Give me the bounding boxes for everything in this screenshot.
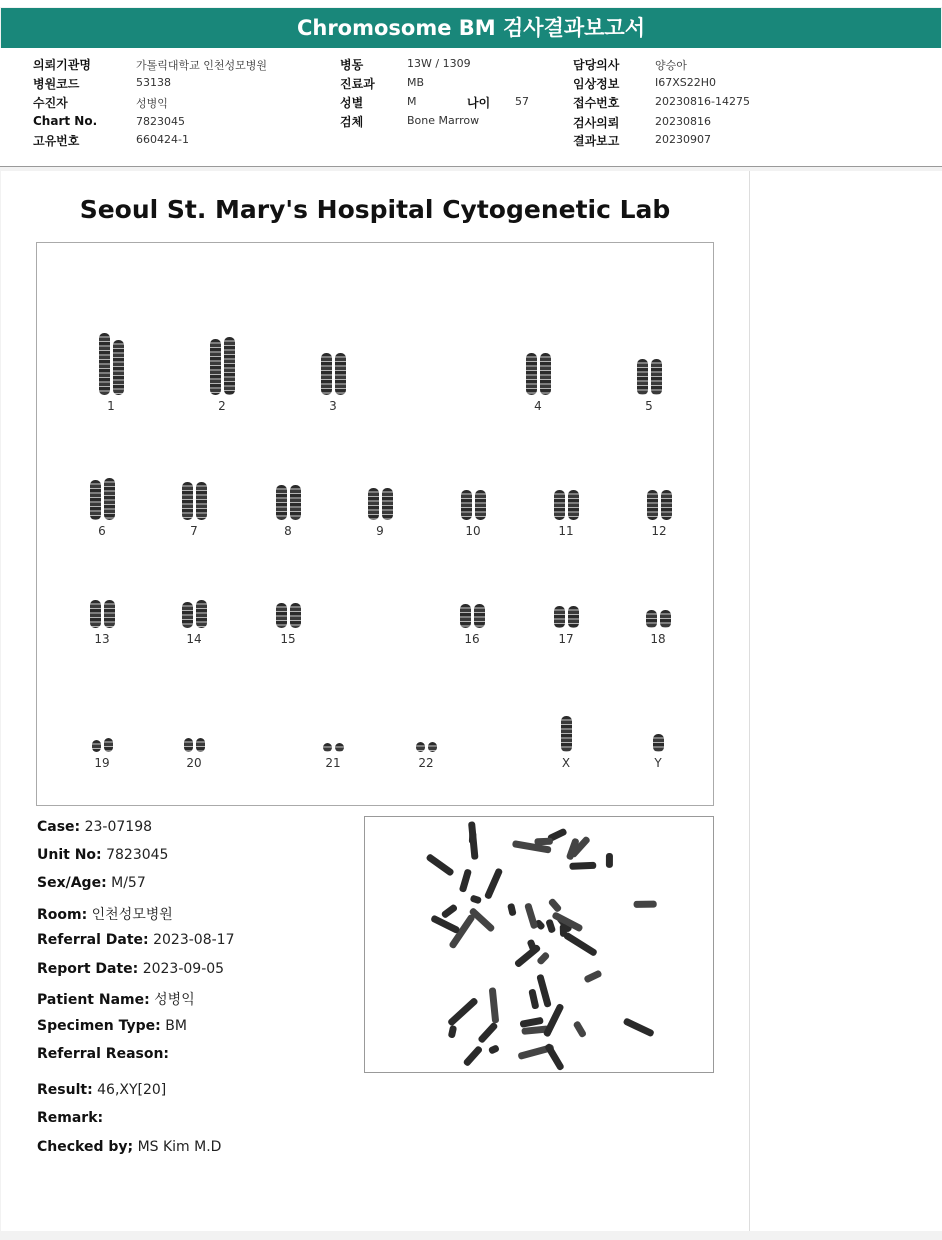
chromosome xyxy=(99,333,110,395)
chromosome-slot xyxy=(243,458,333,538)
info-label: 임상정보 xyxy=(573,77,620,91)
chromosome-number: 9 xyxy=(376,524,384,538)
report-field-label: Remark: xyxy=(37,1110,104,1126)
chromosome-slot xyxy=(57,458,147,538)
chromosome xyxy=(323,743,332,752)
info-value: 20230816 xyxy=(655,115,711,128)
chromosome-number: 5 xyxy=(645,399,653,413)
chromosome-pair xyxy=(243,603,333,628)
chromosome-pair xyxy=(381,742,471,752)
report-field-label: Room: xyxy=(37,907,88,923)
report-field xyxy=(37,1046,169,1062)
chromosome-pair xyxy=(335,488,425,520)
chromosome xyxy=(321,353,332,395)
chromosome-slot xyxy=(614,458,704,538)
chromosome xyxy=(554,490,565,520)
patient-info-panel xyxy=(0,48,942,167)
chromosome-pair xyxy=(149,482,239,520)
chromosome-pair xyxy=(613,734,703,752)
chromosome xyxy=(335,743,344,752)
chromosome xyxy=(416,742,425,752)
chromosome xyxy=(661,490,672,520)
chromosome xyxy=(113,340,124,395)
chromosome-slot xyxy=(427,566,517,646)
info-value: Bone Marrow xyxy=(407,114,480,127)
report-field-label: Sex/Age: xyxy=(37,875,107,891)
info-value: 가톨릭대학교 인천성모병원 xyxy=(136,59,268,72)
chromosome xyxy=(568,490,579,520)
chromosome-slot xyxy=(493,333,583,413)
chromosome-number: 6 xyxy=(98,524,106,538)
chromosome xyxy=(210,339,221,395)
report-field-label: Referral Date: xyxy=(37,932,149,948)
chromosome-pair xyxy=(243,485,333,520)
info-value: 7823045 xyxy=(136,115,185,128)
metaphase-image xyxy=(364,816,714,1073)
chromosome-slot xyxy=(149,458,239,538)
report-field-label: Report Date: xyxy=(37,961,139,977)
chromosome xyxy=(196,600,207,628)
info-label: 담당의사 xyxy=(573,58,620,72)
chromosome-pair xyxy=(288,743,378,752)
metaphase-chromosome xyxy=(441,903,459,919)
chromosome-pair xyxy=(614,490,704,520)
chromosome-number: 4 xyxy=(534,399,542,413)
chromosome xyxy=(460,604,471,628)
chromosome xyxy=(276,603,287,628)
info-value: 53138 xyxy=(136,76,171,89)
report-field-value: 7823045 xyxy=(106,847,169,863)
chromosome-number: 10 xyxy=(465,524,481,538)
chromosome-slot xyxy=(335,458,425,538)
metaphase-chromosome xyxy=(470,894,483,904)
info-value: 20230907 xyxy=(655,133,711,146)
chromosome-slot xyxy=(613,690,703,770)
chromosome-slot xyxy=(428,458,518,538)
chromosome-number: 11 xyxy=(558,524,574,538)
report-field-label: Referral Reason: xyxy=(37,1046,170,1062)
info-label: 진료과 xyxy=(340,77,375,91)
report-field-value: 인천성모병원 xyxy=(91,907,173,923)
report-field-value: BM xyxy=(165,1018,187,1034)
metaphase-chromosome xyxy=(634,901,657,908)
chromosome-pair xyxy=(493,353,583,395)
report-field-value: 2023-08-17 xyxy=(153,932,235,948)
chromosome-slot xyxy=(66,333,156,413)
info-label: 병원코드 xyxy=(33,77,80,91)
chromosome xyxy=(90,480,101,520)
metaphase-chromosome xyxy=(459,868,472,893)
info-value: 57 xyxy=(515,95,529,108)
metaphase-chromosome xyxy=(484,867,503,899)
chromosome-pair xyxy=(177,337,267,395)
info-label: 병동 xyxy=(340,58,364,72)
metaphase-chromosome xyxy=(448,1025,458,1039)
chromosome xyxy=(92,740,101,752)
chromosome xyxy=(290,485,301,520)
info-value: 양승아 xyxy=(655,59,687,72)
karyotype-panel xyxy=(36,242,714,806)
info-label: 고유번호 xyxy=(33,134,80,148)
chromosome-number: 1 xyxy=(107,399,115,413)
chromosome-slot xyxy=(243,566,333,646)
chromosome-slot xyxy=(57,690,147,770)
metaphase-chromosome xyxy=(447,997,479,1027)
report-field-label: Case: xyxy=(37,819,81,835)
report-title: Chromosome BM 검사결과보고서 xyxy=(1,8,941,48)
metaphase-spread-graphic xyxy=(365,817,713,1072)
chromosome-number: 19 xyxy=(94,756,110,770)
chromosome-slot xyxy=(521,566,611,646)
report-field-label: Checked by; xyxy=(37,1139,134,1155)
chromosome-pair xyxy=(613,610,703,628)
chromosome xyxy=(196,482,207,520)
metaphase-chromosome xyxy=(507,903,517,917)
chromosome-slot xyxy=(521,458,611,538)
info-label: 결과보고 xyxy=(573,134,620,148)
chromosome-pair xyxy=(521,606,611,628)
metaphase-chromosome xyxy=(606,853,613,868)
chromosome-slot xyxy=(521,690,611,770)
chromosome-slot xyxy=(149,690,239,770)
chromosome xyxy=(540,353,551,395)
metaphase-chromosome xyxy=(583,969,602,983)
top-strip xyxy=(0,0,942,7)
metaphase-chromosome xyxy=(536,951,550,966)
chromosome xyxy=(646,610,657,628)
info-value: I67XS22H0 xyxy=(655,76,717,89)
metaphase-chromosome xyxy=(573,1020,588,1038)
metaphase-chromosome xyxy=(545,919,556,934)
chromosome xyxy=(290,603,301,628)
chromosome-pair xyxy=(57,600,147,628)
chromosome-number: 16 xyxy=(464,632,480,646)
chromosome xyxy=(660,610,671,628)
chromosome xyxy=(368,488,379,520)
chromosome xyxy=(90,600,101,628)
chromosome-pair xyxy=(66,333,156,395)
info-value: 660424-1 xyxy=(136,133,189,146)
chromosome xyxy=(526,353,537,395)
info-value: 13W / 1309 xyxy=(407,57,471,70)
chromosome-number: 22 xyxy=(418,756,434,770)
info-label: 검체 xyxy=(340,115,364,129)
report-field xyxy=(37,989,195,1009)
report-field xyxy=(37,819,152,835)
chromosome-number: 13 xyxy=(94,632,110,646)
chromosome-number: 15 xyxy=(280,632,296,646)
chromosome-pair xyxy=(428,490,518,520)
report-field xyxy=(37,1082,166,1098)
info-label: 수진자 xyxy=(33,96,68,110)
metaphase-chromosome xyxy=(569,862,596,870)
info-label: 의뢰기관명 xyxy=(33,58,91,72)
chromosome xyxy=(182,602,193,628)
metaphase-chromosome xyxy=(488,1044,500,1055)
chromosome xyxy=(382,488,393,520)
chromosome xyxy=(461,490,472,520)
chromosome xyxy=(637,359,648,395)
report-field xyxy=(37,847,168,863)
chromosome xyxy=(475,490,486,520)
report-field xyxy=(37,961,224,977)
chromosome xyxy=(196,738,205,752)
chromosome xyxy=(651,359,662,395)
chromosome-pair xyxy=(427,604,517,628)
chromosome-pair xyxy=(521,716,611,752)
chromosome-number: 7 xyxy=(190,524,198,538)
chromosome xyxy=(561,716,572,752)
metaphase-chromosome xyxy=(534,838,553,846)
chromosome xyxy=(653,734,664,752)
report-field xyxy=(37,904,173,924)
chromosome-number: Y xyxy=(654,756,662,770)
chromosome xyxy=(554,606,565,628)
chromosome-number: 14 xyxy=(186,632,202,646)
report-field-label: Specimen Type: xyxy=(37,1018,161,1034)
report-field xyxy=(37,1139,221,1155)
right-blank-area xyxy=(750,171,942,1231)
metaphase-chromosome xyxy=(425,853,454,877)
metaphase-chromosome xyxy=(514,944,542,969)
info-label: 접수번호 xyxy=(573,96,620,110)
chromosome-pair xyxy=(149,600,239,628)
metaphase-chromosome xyxy=(548,898,563,914)
chromosome-slot xyxy=(57,566,147,646)
chromosome-pair xyxy=(57,738,147,752)
chromosome-slot xyxy=(288,690,378,770)
lab-title: Seoul St. Mary's Hospital Cytogenetic Lab xyxy=(79,195,671,224)
report-field-value: 46,XY[20] xyxy=(97,1082,167,1098)
report-field-label: Result: xyxy=(37,1082,93,1098)
chromosome-number: X xyxy=(561,756,571,770)
metaphase-chromosome xyxy=(524,902,538,929)
metaphase-chromosome xyxy=(462,1045,483,1067)
metaphase-chromosome xyxy=(544,1043,565,1072)
chromosome-number: 8 xyxy=(284,524,292,538)
report-field xyxy=(37,875,146,891)
info-value: 20230816-14275 xyxy=(655,95,750,108)
report-field-value: 23-07198 xyxy=(84,819,153,835)
report-sheet xyxy=(1,171,750,1231)
metaphase-chromosome xyxy=(528,988,539,1009)
chromosome-number: 20 xyxy=(186,756,202,770)
metaphase-chromosome xyxy=(623,1017,655,1037)
chromosome xyxy=(335,353,346,395)
chromosome-number: 12 xyxy=(651,524,667,538)
info-value: M xyxy=(407,95,417,108)
chromosome xyxy=(474,604,485,628)
chromosome xyxy=(104,478,115,520)
chromosome xyxy=(104,738,113,752)
chromosome-number: 18 xyxy=(650,632,666,646)
chromosome xyxy=(568,606,579,628)
chromosome xyxy=(224,337,235,395)
report-field-value: 성병익 xyxy=(154,992,195,1008)
chromosome-slot xyxy=(288,333,378,413)
metaphase-chromosome xyxy=(469,831,477,844)
info-value: MB xyxy=(407,76,425,89)
chromosome xyxy=(184,738,193,752)
chromosome-pair xyxy=(149,738,239,752)
chromosome-slot xyxy=(177,333,267,413)
report-field xyxy=(37,1110,103,1126)
chromosome-slot xyxy=(149,566,239,646)
chromosome xyxy=(428,742,437,752)
report-field-value: 2023-09-05 xyxy=(142,961,225,977)
chromosome-slot xyxy=(604,333,694,413)
info-value: 성병익 xyxy=(136,97,168,110)
chromosome xyxy=(104,600,115,628)
metaphase-chromosome xyxy=(543,1003,565,1038)
metaphase-chromosome xyxy=(536,974,552,1008)
report-field-label: Unit No: xyxy=(37,847,102,863)
chromosome xyxy=(182,482,193,520)
report-field-value: M/57 xyxy=(111,875,146,891)
report-field-value: MS Kim M.D xyxy=(137,1139,222,1155)
metaphase-chromosome xyxy=(563,931,598,957)
info-label: 나이 xyxy=(467,96,491,110)
info-label: 성별 xyxy=(340,96,364,110)
report-field xyxy=(37,1018,187,1034)
chromosome-pair xyxy=(521,490,611,520)
info-label: Chart No. xyxy=(33,114,98,128)
metaphase-chromosome xyxy=(477,1021,498,1044)
chromosome-number: 21 xyxy=(325,756,341,770)
chromosome-number: 2 xyxy=(218,399,226,413)
info-label: 검사의뢰 xyxy=(573,116,620,130)
metaphase-chromosome xyxy=(489,987,500,1023)
chromosome-number: 17 xyxy=(558,632,574,646)
chromosome xyxy=(647,490,658,520)
chromosome-number: 3 xyxy=(329,399,337,413)
chromosome-pair xyxy=(57,478,147,520)
chromosome-slot xyxy=(613,566,703,646)
report-field xyxy=(37,932,234,948)
chromosome-pair xyxy=(604,359,694,395)
report-field-label: Patient Name: xyxy=(37,992,150,1008)
chromosome xyxy=(276,485,287,520)
chromosome-slot xyxy=(381,690,471,770)
chromosome-pair xyxy=(288,353,378,395)
